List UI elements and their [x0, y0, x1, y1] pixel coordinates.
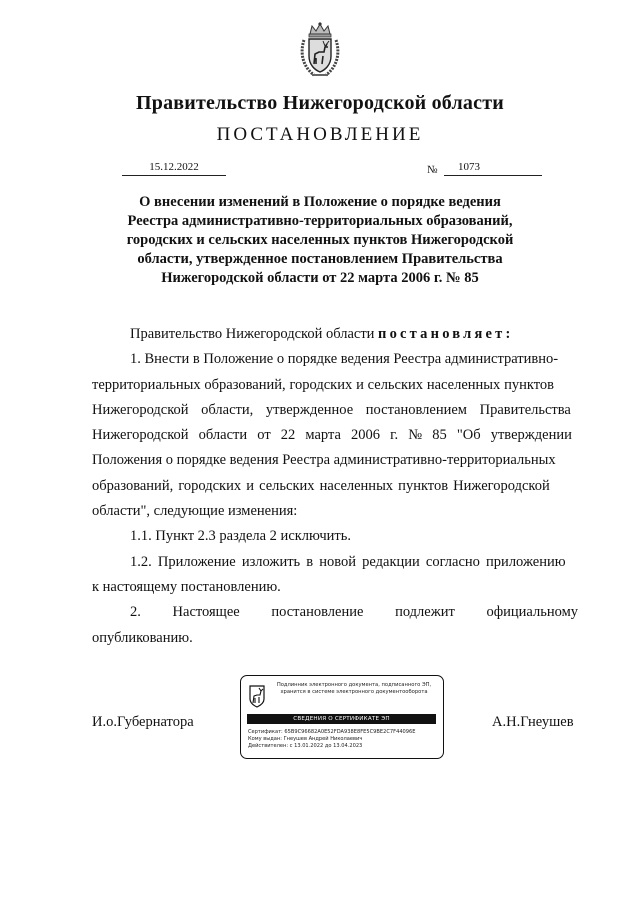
- paragraph-line: 1.2. Приложение изложить в новой редакции согласно приложению: [130, 553, 566, 570]
- word: подлежит: [395, 604, 455, 621]
- paragraph-line: Нижегородской области, утвержденное постановлением Правительства: [92, 401, 571, 418]
- electronic-signature-stamp: [240, 675, 444, 759]
- word: Настоящее: [172, 604, 240, 621]
- paragraph-line: территориальных образований, городских и сельских населенных пунктов: [92, 376, 554, 393]
- document-date: 15.12.2022: [122, 160, 226, 176]
- paragraph-line: области", следующие изменения:: [92, 503, 298, 520]
- subject-line: области, утвержденное постановлением Правительства: [137, 251, 503, 267]
- paragraph-line: Нижегородской области от 22 марта 2006 г. № 85 "Об утверждении: [92, 427, 572, 444]
- paragraph-line: к настоящему постановлению.: [92, 578, 281, 595]
- subject-line: О внесении изменений в Положение о порядке ведения: [139, 194, 501, 210]
- stamp-note: [269, 682, 439, 696]
- certificate-header: СВЕДЕНИЯ О СЕРТИФИКАТЕ ЭП: [247, 714, 436, 724]
- certificate-value: 65B9C96682A0E52FDA938E8FE5C9BE2C7F44096E: [284, 729, 416, 735]
- document-type: ПОСТАНОВЛЕНИЕ: [216, 124, 424, 145]
- organization-title: Правительство Нижегородской области: [136, 92, 504, 114]
- word: официальному: [486, 604, 578, 621]
- stamp-note-line: Подлинник электронного документа, подписанного ЭП,: [276, 682, 432, 688]
- paragraph-line: опубликованию.: [92, 629, 193, 646]
- document-body: [92, 322, 578, 651]
- paragraph-line: Положения о порядке ведения Реестра административно-территориальных: [92, 452, 556, 469]
- word: постановление: [271, 604, 364, 621]
- owner-value: Гнеушев Андрей Николаевич: [283, 736, 363, 742]
- document-subject: [110, 193, 530, 288]
- validity-value: с 13.01.2022 до 13.04.2023: [289, 743, 363, 749]
- deer-emblem-icon: [249, 684, 265, 708]
- certificate-row: [248, 729, 416, 736]
- preamble-verb: постановляет:: [378, 326, 514, 342]
- signatory-name: А.Н.Гнеушев: [492, 714, 574, 730]
- preamble: [92, 322, 578, 347]
- subject-line: Нижегородской области от 22 марта 2006 г. № 85: [161, 270, 479, 286]
- owner-row: [248, 736, 416, 743]
- paragraph-line: 1. Внести в Положение о порядке ведения Реестра административно-: [130, 351, 559, 368]
- subject-line: Реестра административно-территориальных образований,: [127, 213, 513, 229]
- validity-label: Действителен:: [248, 743, 289, 749]
- paragraph-line: образований, городских и сельских населенных пунктов Нижегородской: [92, 477, 550, 494]
- certificate-label: Сертификат:: [248, 729, 283, 735]
- coat-of-arms-icon: [298, 20, 342, 80]
- word: 2.: [130, 604, 141, 621]
- owner-label: Кому выдан:: [248, 736, 282, 742]
- stamp-note-line: хранится в системе электронного документооборота: [280, 689, 428, 695]
- preamble-text: Правительство Нижегородской области: [130, 326, 375, 342]
- document-number: 1073: [444, 160, 542, 176]
- paragraph-line: 1.1. Пункт 2.3 раздела 2 исключить.: [130, 528, 351, 545]
- certificate-details: [248, 729, 416, 750]
- paragraph-line-justified: [92, 600, 578, 625]
- validity-row: [248, 743, 416, 750]
- subject-line: городских и сельских населенных пунктов Нижегородской: [126, 232, 514, 248]
- signatory-position: И.о.Губернатора: [92, 714, 194, 730]
- number-sign: №: [427, 164, 438, 176]
